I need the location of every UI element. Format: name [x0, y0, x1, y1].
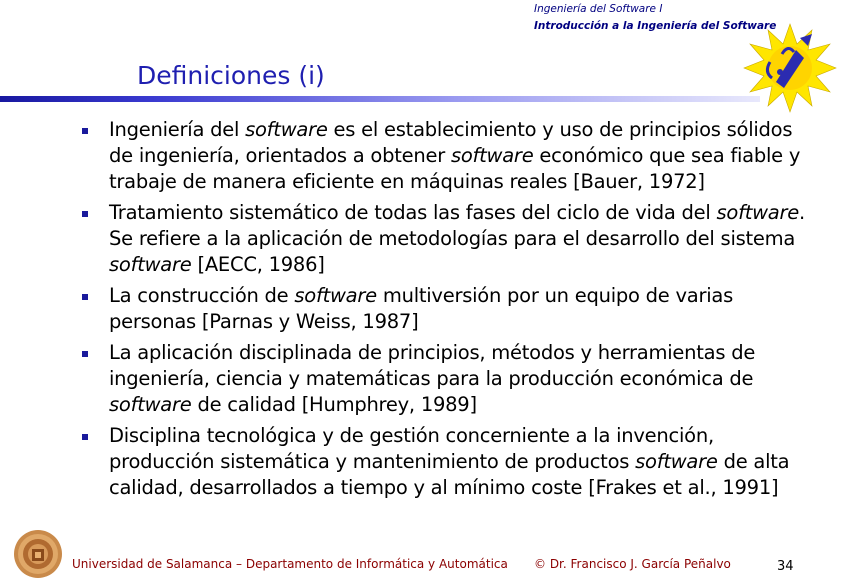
bullet-square-icon: [82, 294, 88, 300]
title-underline: [0, 96, 760, 102]
definition-item: [80, 283, 815, 335]
page-number: 34: [777, 559, 794, 574]
definition-item: [80, 423, 815, 501]
bullet-square-icon: [82, 434, 88, 440]
footer-institution: Universidad de Salamanca – Departamento de Informática y Automática: [72, 557, 508, 571]
header-course: Ingeniería del Software I: [534, 3, 663, 15]
definition-text: La aplicación disciplinada de principios, métodos y herramientas de ingeniería, ciencia y matemáticas para la producción económica de software de calidad [Humphrey, 1989]: [109, 341, 756, 416]
definition-list: [80, 117, 815, 506]
definition-text: La construcción de software multiversión por un equipo de varias personas [Parnas y Weiss, 1987]: [109, 284, 733, 333]
header-subtitle: Introducción a la Ingeniería del Software: [534, 20, 777, 32]
definition-item: [80, 200, 815, 278]
definition-text: Disciplina tecnológica y de gestión concerniente a la invención, producción sistemática y mantenimiento de productos software de alta calidad, desarrollados a tiempo y al mínimo coste [Frakes et al., 1991]: [109, 424, 790, 499]
slide-title: Definiciones (i): [137, 61, 325, 90]
bullet-square-icon: [82, 211, 88, 217]
footer-author: © Dr. Francisco J. García Peñalvo: [534, 557, 731, 571]
definition-text: Ingeniería del software es el establecimiento y uso de principios sólidos de ingeniería, orientados a obtener software económico que sea fiable y trabaje de manera eficiente en máquinas reales [Bauer, 1972]: [109, 118, 801, 193]
definition-item: [80, 340, 815, 418]
bullet-square-icon: [82, 351, 88, 357]
definition-text: Tratamiento sistemático de todas las fases del ciclo de vida del software. Se refiere a la aplicación de metodologías para el desarrollo del sistema software [AECC, 1986]: [109, 201, 805, 276]
definition-item: [80, 117, 815, 195]
bullet-square-icon: [82, 128, 88, 134]
university-seal-icon: [13, 529, 63, 579]
